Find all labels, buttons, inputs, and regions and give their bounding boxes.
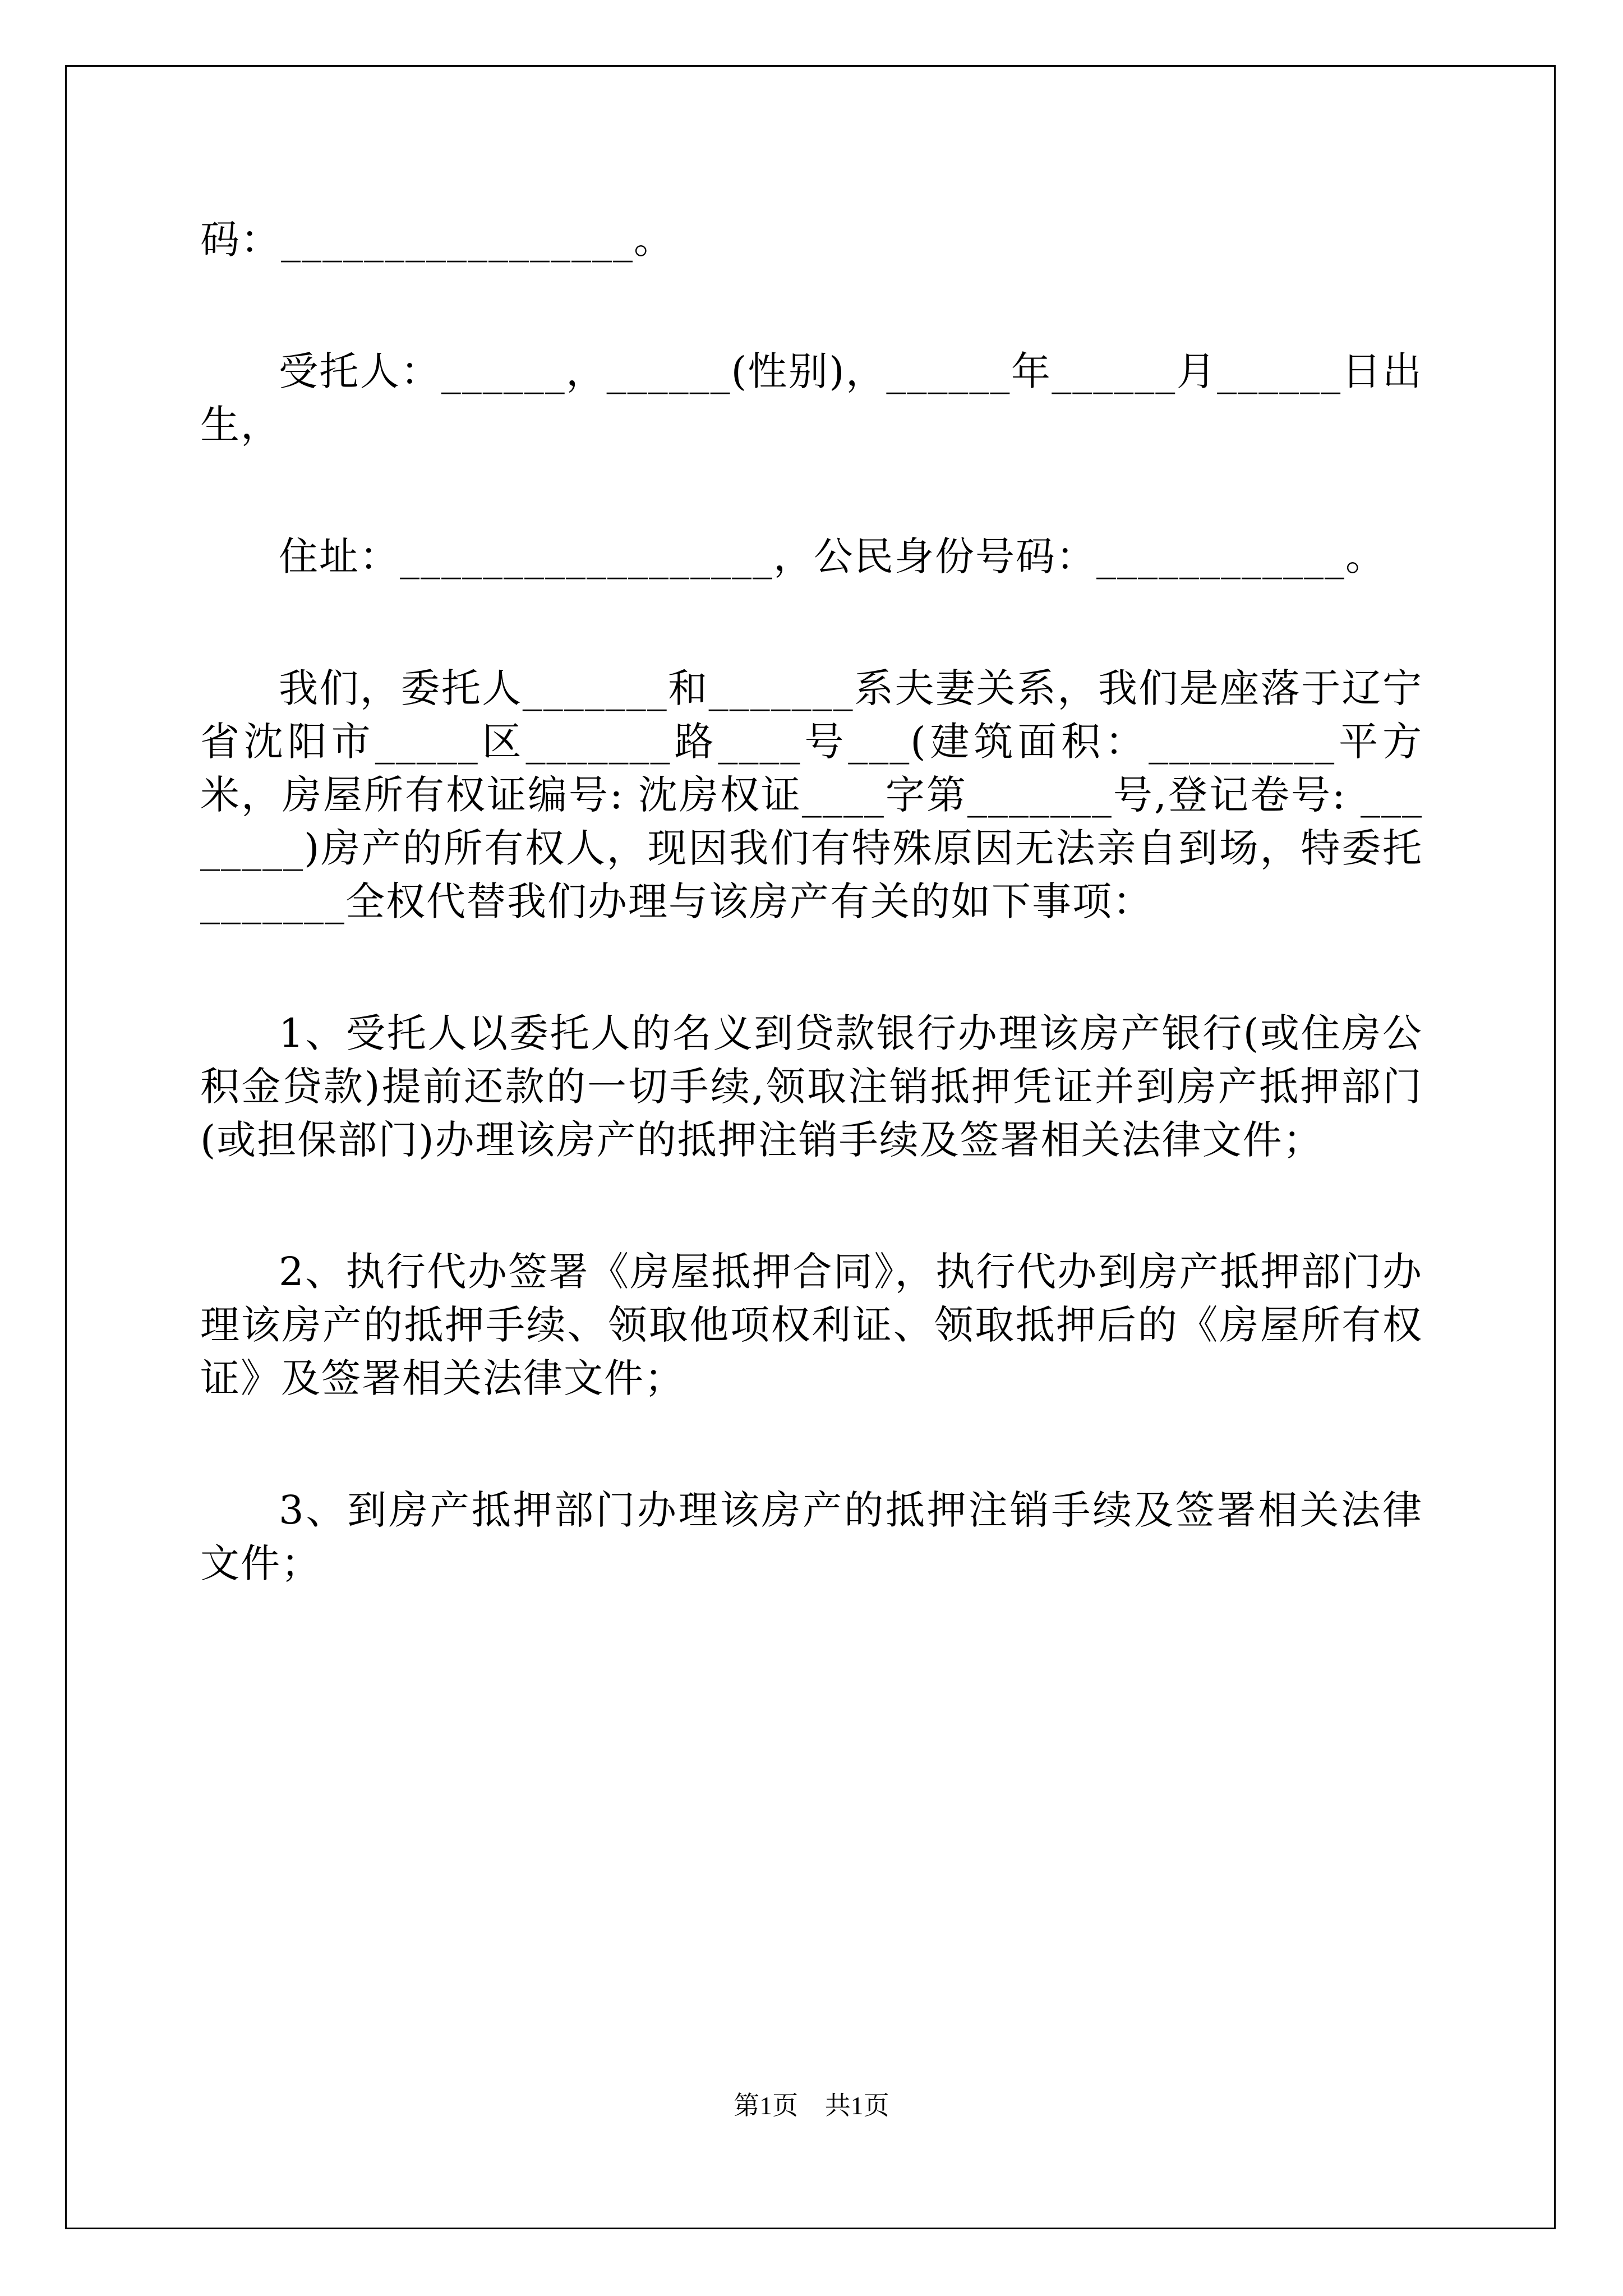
page-number-total: 共1页	[824, 2091, 889, 2120]
page-footer	[0, 2090, 1623, 2122]
paragraph-item-2: 2、执行代办签署《房屋抵押合同》，执行代办到房产抵押部门办理该房产的抵押手续、领取他项权利证、领取抵押后的《房屋所有权证》及签署相关法律文件；	[200, 1249, 1423, 1401]
document-body	[200, 213, 1423, 1669]
paragraph-address: 住址：__________________，公民身份号码：____________。	[279, 533, 1386, 579]
paragraph-item-1: 1、受托人以委托人的名义到贷款银行办理该房产银行(或住房公积金贷款)提前还款的一切手续,领取注销抵押凭证并到房产抵押部门(或担保部门)办理该房产的抵押注销手续及签署相关法律文件；	[200, 1010, 1423, 1163]
paragraph-trustee: 受托人：______，______(性别)，______年______月______日出生，	[200, 348, 1423, 448]
paragraph-item-3: 3、到房产抵押部门办理该房产的抵押注销手续及签署相关法律文件；	[200, 1487, 1423, 1586]
paragraph-property-statement: 我们，委托人_______和_______系夫妻关系，我们是座落于辽宁省沈阳市_____区_______路____号___(建筑面积：_________平方米，房屋所有权证编号: 沈房权证____字第_______号,登记卷号: ________)房产的所有权人，现因我们有特殊原因无法亲自到场，特委托_______全权代替我们办理与该房产有关的如下事项：	[200, 665, 1423, 924]
page-number-current: 第1页	[734, 2091, 799, 2120]
paragraph-id-number-continued: 码：_________________。	[200, 217, 674, 263]
